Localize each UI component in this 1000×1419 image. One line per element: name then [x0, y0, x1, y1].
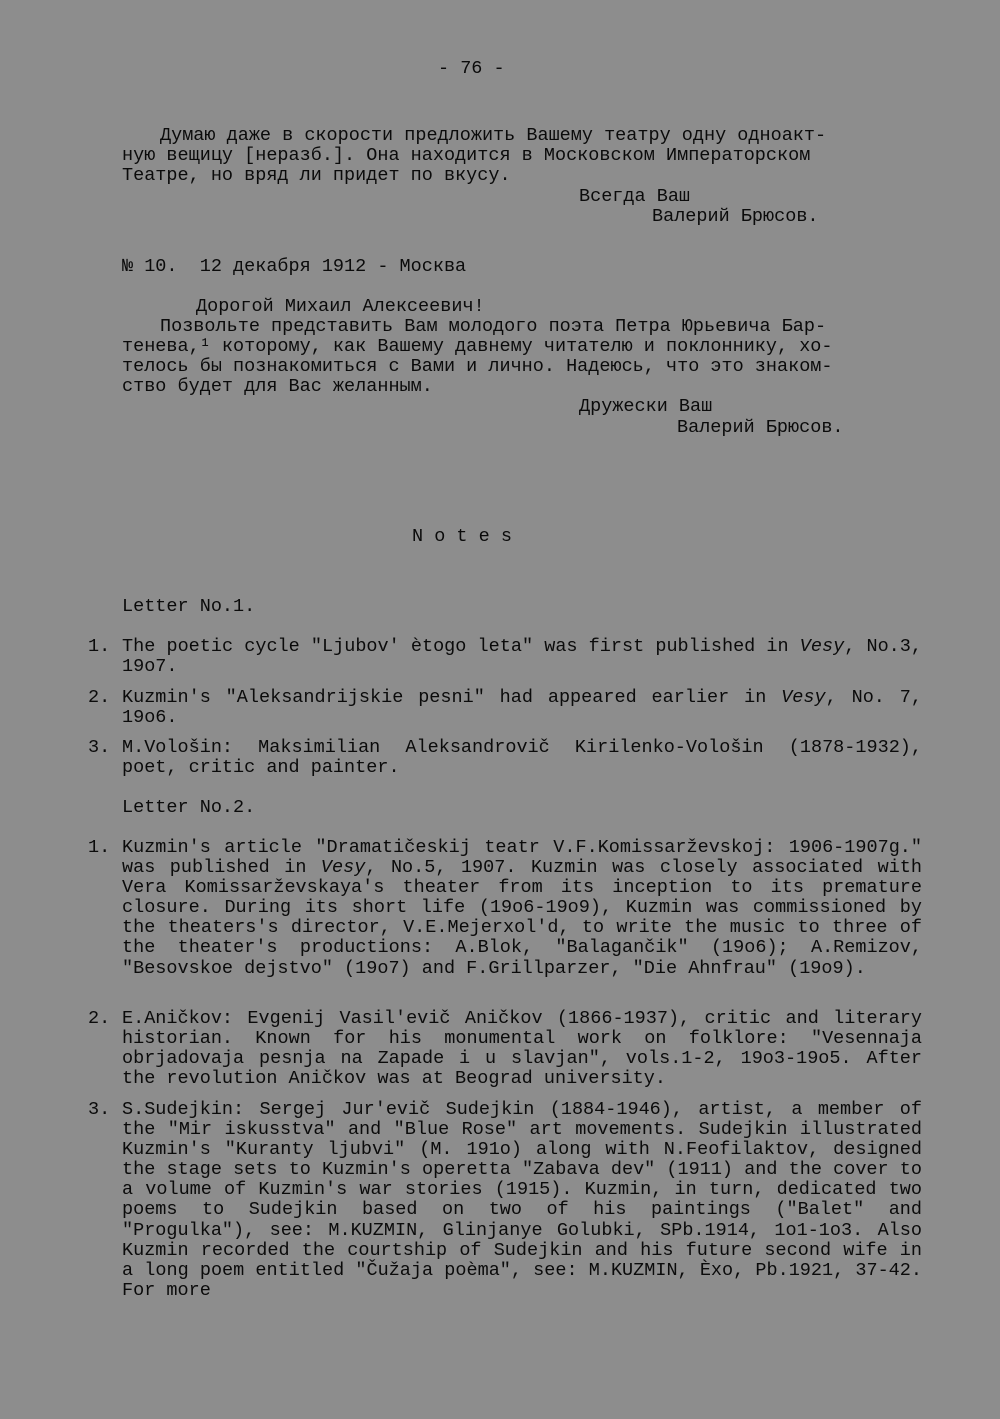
letter10-line-4: ство будет для Вас желанным. — [122, 376, 433, 397]
letter9-signature: Валерий Брюсов. — [652, 206, 819, 227]
letter10-heading: № 10. 12 декабря 1912 - Москва — [122, 256, 467, 277]
letter10-signature: Валерий Брюсов. — [677, 417, 844, 438]
page-number: - 76 - — [438, 58, 505, 79]
letter9-line-1: Думаю даже в скорости предложить Вашему театру одну одноакт- — [160, 125, 827, 146]
letter10-line-1: Позвольте представить Вам молодого поэта Петра Юрьевича Бар- — [160, 316, 827, 337]
note-number: 1. — [88, 837, 111, 858]
note-text: Kuzmin's "Aleksandrijskie pesni" had appeared earlier in Vesy, No. 7, 19o6. — [122, 687, 922, 729]
letter1-notes-heading: Letter No.1. — [122, 596, 256, 617]
letter10-line-3: телось бы познакомиться с Вами и лично. Надеюсь, что это знаком- — [122, 356, 833, 377]
note-number: 3. — [88, 1099, 111, 1120]
letter9-line-2: ную вещицу [неразб.]. Она находится в Московском Императорском — [122, 145, 811, 166]
note-number: 3. — [88, 737, 111, 758]
letter10-line-2: тенева,¹ которому, как Вашему давнему читателю и поклоннику, хо- — [122, 336, 833, 357]
letter10-closing: Дружески Ваш — [579, 396, 713, 417]
note-text: E.Aničkov: Evgenij Vasil'evič Aničkov (1866-1937), critic and literary historian. Known for his monumental work on folklore: "Vesennaja obrjadovaja pesnja na Zapade i u slavjan", vols.1-2, 19o3-19o5. After the revolution Aničkov was at Beograd university. — [122, 1008, 922, 1090]
note-text: The poetic cycle "Ljubov' ètogo leta" was first published in Vesy, No.3, 19o7. — [122, 636, 922, 678]
note-text: M.Vološin: Maksimilian Aleksandrovič Kirilenko-Vološin (1878-1932), poet, critic and painter. — [122, 737, 922, 779]
note-number: 1. — [88, 636, 111, 657]
letter2-notes-heading: Letter No.2. — [122, 797, 256, 818]
note-number: 2. — [88, 1008, 111, 1029]
notes-title: N o t e s — [412, 526, 512, 547]
note-number: 2. — [88, 687, 111, 708]
note-text: Kuzmin's article "Dramatičeskij teatr V.F.Komissarževskoj: 1906-1907g." was published in Vesy, No.5, 1907. Kuzmin was closely associated with Vera Komissarževskaya's theater from its inception to its premature closure. During its short life (19o6-19o9), Kuzmin was commissioned by the theaters's director, V.E.Mejerxol'd, to write the music to three of the theater's productions: A.Blok, "Balagančik" (19o6); A.Remizov, "Besovskoe dejstvo" (19o7) and F.Grillparzer, "Die Ahnfrau" (19o9). — [122, 837, 922, 979]
letter9-line-3: Театре, но вряд ли придет по вкусу. — [122, 165, 511, 186]
note-text: S.Sudejkin: Sergej Jur'evič Sudejkin (1884-1946), artist, a member of the "Mir iskusstva" and "Blue Rose" art movements. Sudejkin illustrated Kuzmin's "Kuranty ljubvi" (M. 191o) along with N.Feofilaktov, designed the stage sets to Kuzmin's operetta "Zabava dev" (1911) and the cover to a volume of Kuzmin's war stories (1915). Kuzmin, in turn, dedicated two poems to Sudejkin based on two of his paintings ("Balet" and "Progulka"), see: M.KUZMIN, Glinjanye Golubki, SPb.1914, 1o1-1o3. Also Kuzmin recorded the courtship of Sudejkin and his future second wife in a long poem entitled "Čužaja poèma", see: M.KUZMIN, Èxo, Pb.1921, 37-42. For more — [122, 1099, 922, 1301]
letter10-salutation: Дорогой Михаил Алексеевич! — [196, 296, 485, 317]
letter9-closing: Всегда Ваш — [579, 186, 691, 207]
